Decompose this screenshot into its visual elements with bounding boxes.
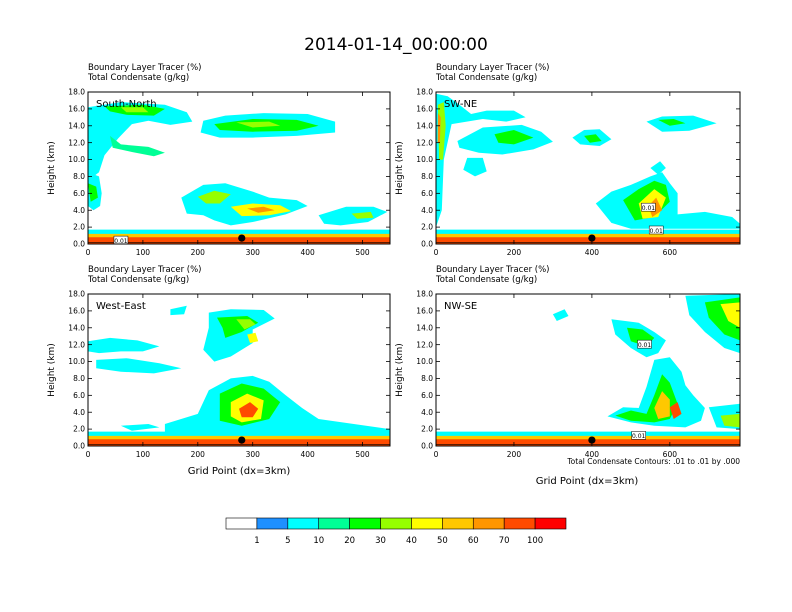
colorbar-swatch xyxy=(473,518,504,529)
x-tick-label: 600 xyxy=(662,248,678,257)
colorbar-label: 50 xyxy=(436,536,448,546)
y-axis-label: Height (km) xyxy=(47,141,57,195)
colorbar-label: 30 xyxy=(375,536,386,546)
y-tick-label: 4.0 xyxy=(73,205,85,215)
y-tick-label: 0.0 xyxy=(421,441,433,451)
panel-label: SW-NE xyxy=(444,99,478,110)
y-tick-label: 10.0 xyxy=(416,155,433,165)
location-marker xyxy=(238,436,245,443)
x-tick-label: 100 xyxy=(135,450,151,459)
y-tick-label: 14.0 xyxy=(68,323,85,333)
panel-nw-se xyxy=(395,265,740,459)
y-tick-label: 8.0 xyxy=(421,374,433,384)
colorbar-label: 1 xyxy=(254,536,260,546)
x-tick-label: 200 xyxy=(190,248,205,257)
panel-label: NW-SE xyxy=(444,301,478,312)
panel-label: West-East xyxy=(96,301,146,312)
y-tick-label: 14.0 xyxy=(68,121,85,131)
y-tick-label: 4.0 xyxy=(73,407,85,417)
x-tick-label: 200 xyxy=(190,450,205,459)
y-tick-label: 8.0 xyxy=(73,374,85,384)
y-tick-label: 10.0 xyxy=(68,155,85,165)
y-tick-label: 0.0 xyxy=(73,441,85,451)
y-tick-label: 16.0 xyxy=(416,306,433,316)
y-tick-label: 10.0 xyxy=(416,357,433,367)
contour-label-sw-ne-1 xyxy=(649,226,663,235)
y-tick-label: 2.0 xyxy=(73,424,85,434)
x-tick-label: 500 xyxy=(355,450,370,459)
x-tick-label: 400 xyxy=(584,248,600,257)
y-tick-label: 8.0 xyxy=(421,172,433,182)
x-tick-label: 400 xyxy=(584,450,600,459)
y-tick-label: 10.0 xyxy=(68,357,85,367)
x-tick-label: 400 xyxy=(300,450,315,459)
y-tick-label: 12.0 xyxy=(68,340,85,350)
contour-label-sw-ne-0 xyxy=(641,203,655,212)
colorbar-swatch xyxy=(226,518,257,529)
colorbar-label: 20 xyxy=(344,536,356,546)
y-tick-label: 14.0 xyxy=(416,323,433,333)
y-tick-label: 12.0 xyxy=(68,138,85,148)
x-tick-label: 400 xyxy=(300,248,315,257)
y-axis-label: Height (km) xyxy=(395,141,405,195)
colorbar-swatch xyxy=(319,518,350,529)
y-tick-label: 18.0 xyxy=(416,87,433,97)
panel-title-line2: Total Condensate (g/kg) xyxy=(88,73,190,83)
x-tick-label: 0 xyxy=(433,450,439,459)
y-tick-label: 18.0 xyxy=(416,289,433,299)
svg-text:0.01: 0.01 xyxy=(114,237,128,245)
colorbar-swatch xyxy=(442,518,473,529)
panel-title-line1: Boundary Layer Tracer (%) xyxy=(436,265,550,275)
y-tick-label: 4.0 xyxy=(421,407,433,417)
colorbar-swatch xyxy=(288,518,319,529)
x-tick-label: 0 xyxy=(85,248,91,257)
y-tick-label: 0.0 xyxy=(421,239,433,249)
colorbar-swatch xyxy=(257,518,288,529)
tracer-region-sw-ne-17 xyxy=(436,237,740,244)
svg-text:0.01: 0.01 xyxy=(637,341,652,349)
x-tick-label: 100 xyxy=(135,248,151,257)
colorbar-label: 70 xyxy=(498,536,510,546)
colorbar xyxy=(226,518,566,546)
y-tick-label: 14.0 xyxy=(416,121,433,131)
y-tick-label: 6.0 xyxy=(421,188,433,198)
svg-text:0.01: 0.01 xyxy=(631,433,646,441)
y-tick-label: 18.0 xyxy=(68,289,85,299)
colorbar-label: 100 xyxy=(526,536,544,546)
contour-note: Total Condensate Contours: .01 to .01 by .000 xyxy=(567,457,740,466)
svg-text:0.01: 0.01 xyxy=(649,227,663,235)
x-axis-label-left: Grid Point (dx=3km) xyxy=(187,466,291,477)
panel-label: South-North xyxy=(96,99,157,110)
x-tick-label: 0 xyxy=(85,450,91,459)
y-tick-label: 16.0 xyxy=(68,104,85,114)
colorbar-swatch xyxy=(504,518,535,529)
y-tick-label: 2.0 xyxy=(421,222,433,232)
colorbar-label: 40 xyxy=(406,536,417,546)
colorbar-swatch xyxy=(350,518,381,529)
y-tick-label: 6.0 xyxy=(421,390,433,400)
panel-title-line1: Boundary Layer Tracer (%) xyxy=(88,63,202,73)
colorbar-label: 5 xyxy=(285,536,291,546)
x-tick-label: 200 xyxy=(506,450,522,459)
y-tick-label: 4.0 xyxy=(421,205,433,215)
location-marker xyxy=(238,234,245,241)
panel-title-line2: Total Condensate (g/kg) xyxy=(88,275,190,285)
x-tick-label: 600 xyxy=(662,450,678,459)
y-tick-label: 8.0 xyxy=(73,172,85,182)
panel-sw-ne xyxy=(395,63,740,257)
x-tick-label: 500 xyxy=(355,248,370,257)
y-tick-label: 18.0 xyxy=(68,87,85,97)
y-tick-label: 12.0 xyxy=(416,340,433,350)
y-tick-label: 0.0 xyxy=(73,239,85,249)
x-tick-label: 300 xyxy=(245,450,260,459)
figure-title: 2014-01-14_00:00:00 xyxy=(304,35,488,55)
y-tick-label: 2.0 xyxy=(73,222,85,232)
panel-title-line2: Total Condensate (g/kg) xyxy=(436,275,538,285)
tracer-region-nw-se-14 xyxy=(436,439,740,446)
x-tick-label: 200 xyxy=(506,248,522,257)
y-axis-label: Height (km) xyxy=(395,343,405,397)
y-tick-label: 2.0 xyxy=(421,424,433,434)
panel-south-north xyxy=(47,63,390,257)
colorbar-swatch xyxy=(535,518,566,529)
colorbar-label: 10 xyxy=(313,536,325,546)
panel-title-line1: Boundary Layer Tracer (%) xyxy=(88,265,202,275)
y-axis-label: Height (km) xyxy=(47,343,57,397)
panel-west-east xyxy=(47,265,390,459)
y-tick-label: 6.0 xyxy=(73,390,85,400)
colorbar-swatch xyxy=(411,518,442,529)
y-tick-label: 16.0 xyxy=(68,306,85,316)
panel-title-line1: Boundary Layer Tracer (%) xyxy=(436,63,550,73)
colorbar-label: 60 xyxy=(467,536,479,546)
x-tick-label: 300 xyxy=(245,248,260,257)
panel-title-line2: Total Condensate (g/kg) xyxy=(436,73,538,83)
y-tick-label: 12.0 xyxy=(416,138,433,148)
x-tick-label: 0 xyxy=(433,248,439,257)
y-tick-label: 6.0 xyxy=(73,188,85,198)
colorbar-swatch xyxy=(381,518,412,529)
contour-label-nw-se-0 xyxy=(638,340,652,349)
y-tick-label: 16.0 xyxy=(416,104,433,114)
svg-text:0.01: 0.01 xyxy=(641,204,656,212)
x-axis-label-right: Grid Point (dx=3km) xyxy=(535,476,639,487)
contour-label-nw-se-1 xyxy=(632,431,646,440)
